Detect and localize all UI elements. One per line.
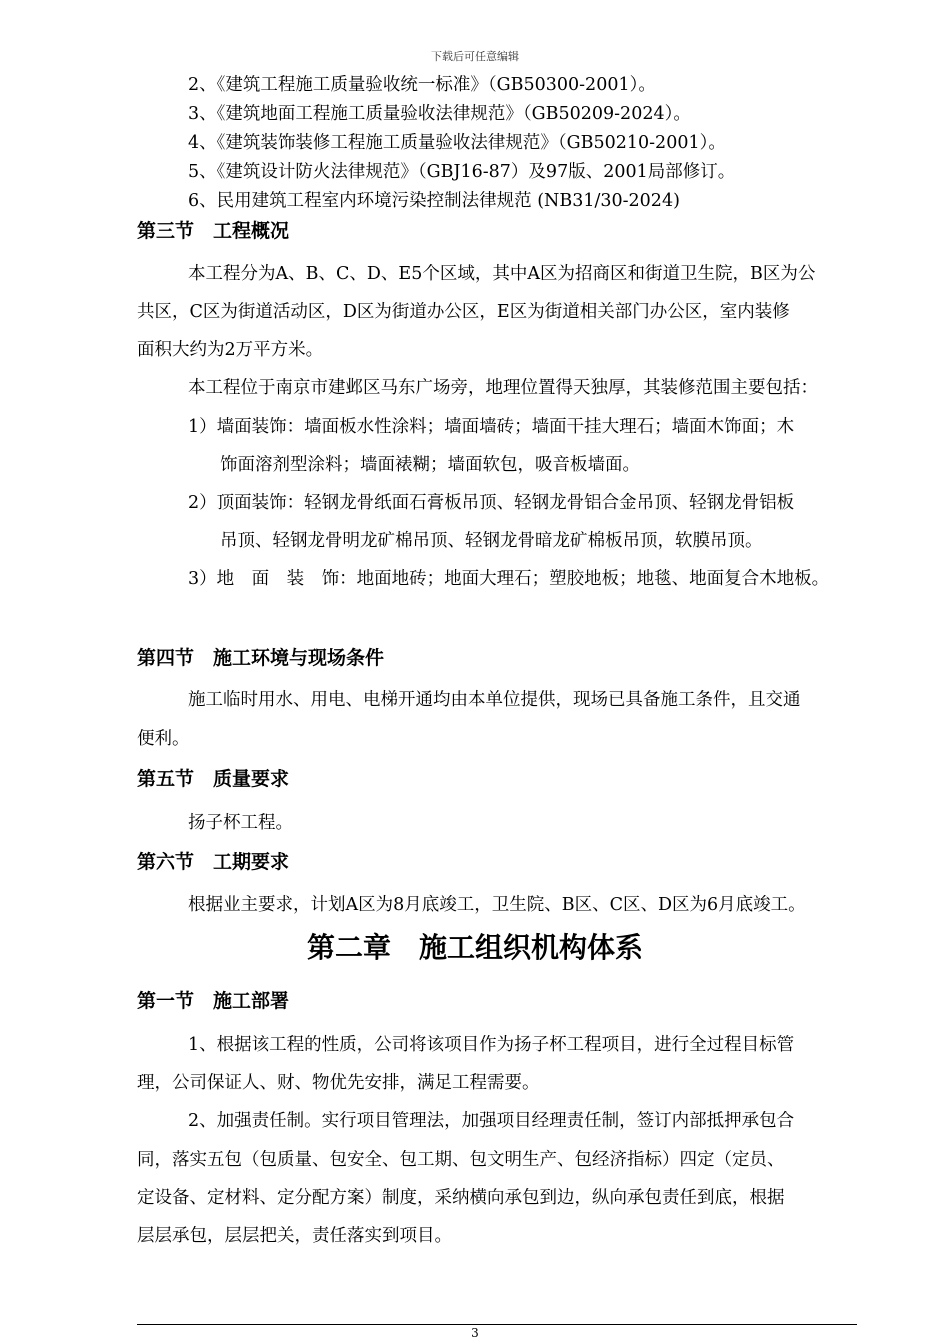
list-item-line: 2）顶面装饰：轻钢龙骨纸面石膏板吊顶、轻钢龙骨铝合金吊顶、轻钢龙骨铝板	[188, 493, 795, 513]
paragraph-line: 同，落实五包（包质量、包安全、包工期、包文明生产、包经济指标）四定（定员、	[137, 1150, 785, 1170]
reference-item: 6、民用建筑工程室内环境污染控制法律规范 (NB31/30-2024)	[188, 191, 680, 211]
list-item-line: 1）墙面装饰：墙面板水性涂料；墙面墙砖；墙面干挂大理石；墙面木饰面；木	[188, 417, 795, 437]
paragraph-line: 定设备、定材料、定分配方案）制度，采纳横向承包到边，纵向承包责任到底，根据	[137, 1188, 785, 1208]
paragraph-line: 1、根据该工程的性质，公司将该项目作为扬子杯工程项目，进行全过程目标管	[188, 1035, 795, 1055]
paragraph-line: 理，公司保证人、财、物优先安排，满足工程需要。	[137, 1073, 540, 1093]
section-heading: 第三节 工程概况	[137, 220, 290, 242]
section-heading: 第五节 质量要求	[137, 768, 290, 790]
reference-item: 2、《建筑工程施工质量验收统一标准》（GB50300-2001）。	[188, 75, 656, 95]
section-heading: 第四节 施工环境与现场条件	[137, 647, 385, 669]
chapter-title: 第二章 施工组织机构体系	[306, 931, 643, 964]
reference-item: 4、《建筑装饰装修工程施工质量验收法律规范》（GB50210-2001）。	[188, 133, 726, 153]
footer-rule	[137, 1324, 857, 1325]
paragraph-line: 2、加强责任制。实行项目管理法，加强项目经理责任制，签订内部抵押承包合	[188, 1111, 795, 1131]
paragraph-line: 面积大约为2万平方米。	[137, 340, 324, 360]
section-heading: 第六节 工期要求	[137, 851, 290, 873]
list-item-line: 饰面溶剂型涂料；墙面裱糊；墙面软包，吸音板墙面。	[220, 455, 640, 475]
paragraph-line: 层层承包，层层把关，责任落实到项目。	[137, 1226, 452, 1246]
paragraph-line: 本工程分为A、B、C、D、E5个区域，其中A区为招商区和街道卫生院，B区为公	[188, 264, 816, 284]
paragraph-line: 便利。	[137, 729, 190, 749]
list-item-line: 吊顶、轻钢龙骨明龙矿棉吊顶、轻钢龙骨暗龙矿棉板吊顶，软膜吊顶。	[220, 531, 763, 551]
list-item-line: 3）地 面 装 饰：地面地砖；地面大理石；塑胶地板；地毯、地面复合木地板。	[188, 569, 830, 589]
reference-item: 5、《建筑设计防火法律规范》（GBJ16-87）及97版、2001局部修订。	[188, 162, 736, 182]
page-number: 3	[471, 1326, 479, 1340]
header-note: 下载后可任意编辑	[431, 50, 519, 63]
paragraph-line: 共区，C区为街道活动区，D区为街道办公区，E区为街道相关部门办公区，室内装修	[137, 302, 790, 322]
paragraph-line: 根据业主要求，计划A区为8月底竣工，卫生院、B区、C区、D区为6月底竣工。	[188, 895, 806, 915]
paragraph-line: 扬子杯工程。	[188, 813, 293, 833]
paragraph-line: 本工程位于南京市建邺区马东广场旁，地理位置得天独厚，其装修范围主要包括：	[188, 378, 818, 398]
section-heading: 第一节 施工部署	[137, 990, 290, 1012]
paragraph-line: 施工临时用水、用电、电梯开通均由本单位提供，现场已具备施工条件，且交通	[188, 690, 801, 710]
reference-item: 3、《建筑地面工程施工质量验收法律规范》（GB50209-2024）。	[188, 104, 691, 124]
